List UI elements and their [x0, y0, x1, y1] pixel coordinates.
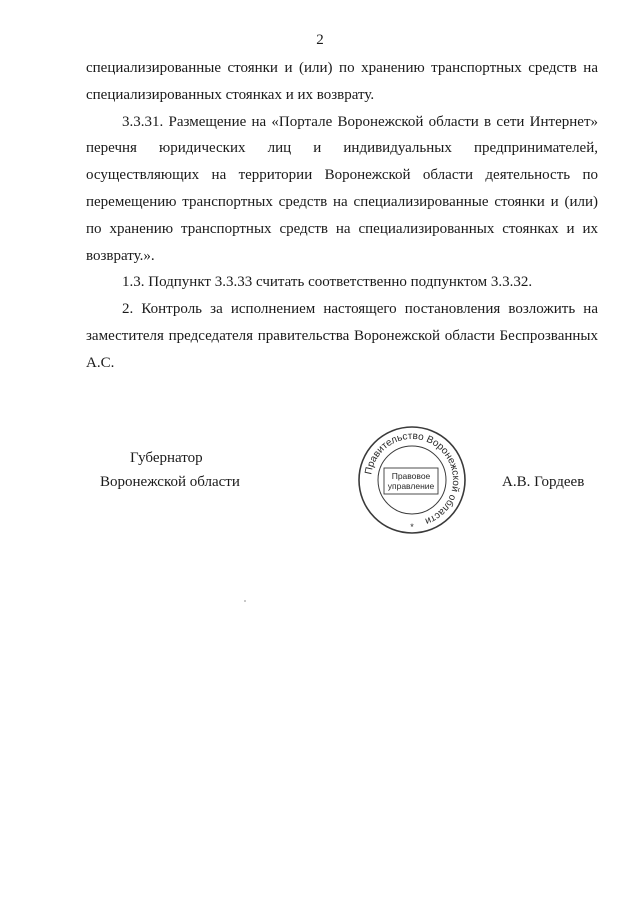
paragraph-1-3: 1.3. Подпункт 3.3.33 считать соответственно подпунктом 3.3.32. [122, 274, 533, 291]
signatory-title-line2: Воронежской области [100, 474, 240, 490]
paragraph-3-3-31: 3.3.31. Размещение на «Портале Воронежской области в сети Интернет» перечня юридических лиц и индивидуальных предпринимателей, осуществляющих на территории Воронежской области деятельность по перемещению транспортных средств на специализированные стоянки и (или) по хранению транспортных средств на специализированных стоянках и их возврату.». [86, 113, 598, 264]
stamp-star: * [410, 522, 414, 532]
stamp-ring-text: Правительство Воронежской области [363, 430, 462, 527]
stamp-center-line1: Правовое [391, 471, 431, 481]
stamp-center-line2: управление [387, 481, 435, 491]
signatory-name: А.В. Гордеев [502, 474, 585, 490]
paragraph-2: 2. Контроль за исполнением настоящего постановления возложить на заместителя председателя правительства Воронежской области Беспрозванных А.С. [86, 301, 598, 371]
document-body [86, 55, 598, 377]
signatory-title-line1: Губернатор [130, 450, 203, 466]
scan-speck [244, 600, 246, 602]
official-stamp [356, 424, 468, 536]
paragraph-continuation: специализированные стоянки и (или) по хранению транспортных средств на специализированных стоянках и их возврату. [86, 60, 598, 103]
page-number: 2 [316, 32, 324, 48]
